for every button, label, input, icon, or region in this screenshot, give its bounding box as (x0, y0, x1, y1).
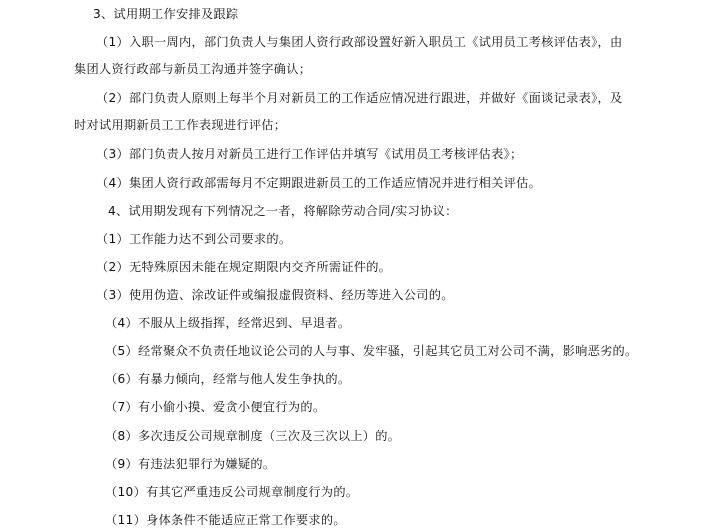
paragraph-line: （4）集团人资行政部需每月不定期跟进新员工的工作适应情况并进行相关评估。 (96, 176, 542, 190)
list-item: （5）经常聚众不负责任地议论公司的人与事、发牢骚，引起其它员工对公司不满，影响恶劣的。 (105, 344, 638, 358)
list-item: （3）使用伪造、涂改证件或编报虚假资料、经历等进入公司的。 (96, 288, 454, 302)
list-item: （8）多次违反公司规章制度（三次及三次以上）的。 (105, 429, 401, 443)
paragraph-line: （1）入职一周内，部门负责人与集团人资行政部设置好新入职员工《试用员工考核评估表》，由 (96, 35, 623, 49)
paragraph-line: （2）部门负责人原则上每半个月对新员工的工作适应情况进行跟进，并做好《面谈记录表》，及 (96, 91, 623, 105)
list-item: （2）无特殊原因未能在规定期限内交齐所需证件的。 (96, 260, 392, 274)
list-item: （11）身体条件不能适应正常工作要求的。 (105, 513, 346, 527)
section-heading-termination-conditions: 4、试用期发现有下列情况之一者，将解除劳动合同/实习协议： (108, 204, 458, 218)
list-item: （7）有小偷小摸、爱贪小便宜行为的。 (105, 400, 326, 414)
list-item: （4）不服从上级指挥，经常迟到、早退者。 (105, 316, 351, 330)
paragraph-line: （3）部门负责人按月对新员工进行工作评估并填写《试用员工考核评估表》； (96, 147, 523, 161)
paragraph-line: 时对试用期新员工工作表现进行评估； (74, 118, 287, 132)
list-item: （1）工作能力达不到公司要求的。 (96, 232, 292, 246)
paragraph-line: 集团人资行政部与新员工沟通并签字确认； (74, 62, 312, 76)
section-heading-probation-arrangement: 3、试用期工作安排及跟踪 (93, 7, 239, 21)
list-item: （9）有违法犯罪行为嫌疑的。 (105, 457, 276, 471)
list-item: （6）有暴力倾向，经常与他人发生争执的。 (105, 372, 351, 386)
list-item: （10）有其它严重违反公司规章制度行为的。 (105, 485, 359, 499)
